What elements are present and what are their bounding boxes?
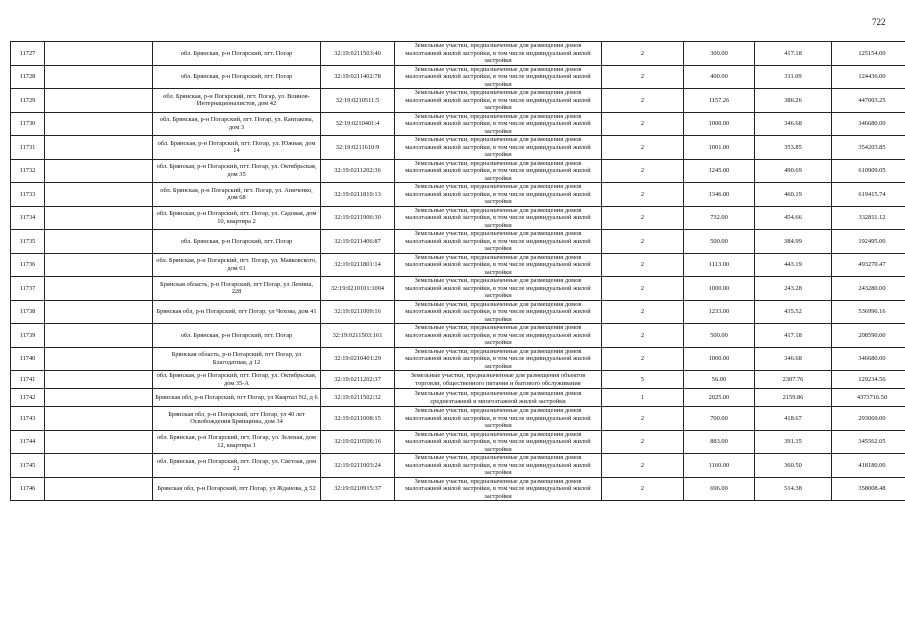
cadastral-value-cell: 610909.05 xyxy=(832,159,905,183)
cadastral-number-cell: 32:19:0211810:13 xyxy=(321,183,395,207)
cadastral-value-cell: 345562.05 xyxy=(832,430,905,454)
table-row xyxy=(11,454,905,478)
address-cell: Брянская обл, р-н Погарский, пгт Погар, ул Квартал N2, д 6 xyxy=(153,389,321,407)
specific-value-cell: 460.19 xyxy=(755,183,832,207)
row-number-cell: 11732 xyxy=(11,159,45,183)
area-cell: 1245.00 xyxy=(684,159,755,183)
empty-cell xyxy=(45,347,153,371)
specific-value-cell: 2307.76 xyxy=(755,371,832,389)
table-row xyxy=(11,300,905,324)
land-use-cell: Земельные участки, предназначенные для размещения домов малоэтажной жилой застройки, в том числе индивидуальной жилой застройки xyxy=(395,159,602,183)
cadastral-value-cell: 346680.00 xyxy=(832,347,905,371)
row-number-cell: 11741 xyxy=(11,371,45,389)
group-cell: 2 xyxy=(602,407,684,431)
row-number-cell: 11746 xyxy=(11,477,45,501)
cadastral-value-cell: 346680.00 xyxy=(832,112,905,136)
cadastral-number-cell: 32:19:0211003:24 xyxy=(321,454,395,478)
specific-value-cell: 443.19 xyxy=(755,253,832,277)
cadastral-value-cell: 4373716.50 xyxy=(832,389,905,407)
cadastral-number-cell: 32:19:0210101:1004 xyxy=(321,277,395,301)
area-cell: 1160.00 xyxy=(684,454,755,478)
empty-cell xyxy=(45,65,153,89)
table-row xyxy=(11,324,905,348)
land-use-cell: Земельные участки, предназначенные для размещения домов малоэтажной жилой застройки, в том числе индивидуальной жилой застройки xyxy=(395,65,602,89)
cadastral-value-cell: 447003.25 xyxy=(832,89,905,113)
table-row xyxy=(11,42,905,66)
address-cell: обл. Брянская, р-н Погарский, пгт. Погар, ул. Садовая, дом 10, квартира 2 xyxy=(153,206,321,230)
land-use-cell: Земельные участки, предназначенные для размещения домов малоэтажной жилой застройки, в том числе индивидуальной жилой застройки xyxy=(395,430,602,454)
area-cell: 1233.00 xyxy=(684,300,755,324)
address-cell: обл. Брянская, р-н Погарский, пгт. Погар, ул. Светлая, дом 21 xyxy=(153,454,321,478)
empty-cell xyxy=(45,206,153,230)
row-number-cell: 11737 xyxy=(11,277,45,301)
cadastral-value-table xyxy=(10,41,905,501)
table-row xyxy=(11,371,905,389)
land-use-cell: Земельные участки, предназначенные для размещения домов малоэтажной жилой застройки, в том числе индивидуальной жилой застройки xyxy=(395,454,602,478)
area-cell: 696.00 xyxy=(684,477,755,501)
row-number-cell: 11736 xyxy=(11,253,45,277)
page-number: 722 xyxy=(872,17,886,27)
empty-cell xyxy=(45,159,153,183)
cadastral-number-cell: 32:19:0210401:29 xyxy=(321,347,395,371)
cadastral-number-cell: 32:19:0211503:40 xyxy=(321,42,395,66)
table-row xyxy=(11,407,905,431)
specific-value-cell: 454.66 xyxy=(755,206,832,230)
area-cell: 1157.26 xyxy=(684,89,755,113)
area-cell: 300.00 xyxy=(684,42,755,66)
specific-value-cell: 391.35 xyxy=(755,430,832,454)
specific-value-cell: 2159.86 xyxy=(755,389,832,407)
cadastral-value-cell: 293069.00 xyxy=(832,407,905,431)
row-number-cell: 11728 xyxy=(11,65,45,89)
table-row xyxy=(11,65,905,89)
cadastral-number-cell: 32:19:0211406:87 xyxy=(321,230,395,254)
specific-value-cell: 360.50 xyxy=(755,454,832,478)
row-number-cell: 11745 xyxy=(11,454,45,478)
cadastral-number-cell: 32:19:0211202:36 xyxy=(321,159,395,183)
empty-cell xyxy=(45,89,153,113)
cadastral-value-cell: 208590.00 xyxy=(832,324,905,348)
group-cell: 2 xyxy=(602,42,684,66)
specific-value-cell: 243.28 xyxy=(755,277,832,301)
area-cell: 500.00 xyxy=(684,230,755,254)
address-cell: обл. Брянская, р-н Погарский, пгт. Погар, ул. Кантакова, дом 3 xyxy=(153,112,321,136)
address-cell: обл. Брянская, р-н Погарский, пгт. Погар xyxy=(153,230,321,254)
area-cell: 2025.00 xyxy=(684,389,755,407)
cadastral-value-cell: 358008.48 xyxy=(832,477,905,501)
cadastral-number-cell: 32:19:0211202:37 xyxy=(321,371,395,389)
group-cell: 2 xyxy=(602,253,684,277)
table-row xyxy=(11,277,905,301)
row-number-cell: 11730 xyxy=(11,112,45,136)
land-use-cell: Земельные участки, предназначенные для размещения домов малоэтажной жилой застройки, в том числе индивидуальной жилой застройки xyxy=(395,277,602,301)
cadastral-number-cell: 32:19:0211502:32 xyxy=(321,389,395,407)
empty-cell xyxy=(45,454,153,478)
cadastral-value-cell: 125154.00 xyxy=(832,42,905,66)
empty-cell xyxy=(45,253,153,277)
specific-value-cell: 417.18 xyxy=(755,42,832,66)
cadastral-value-cell: 243280.00 xyxy=(832,277,905,301)
area-cell: 500.00 xyxy=(684,324,755,348)
row-number-cell: 11734 xyxy=(11,206,45,230)
specific-value-cell: 346.68 xyxy=(755,112,832,136)
land-use-cell: Земельные участки, предназначенные для размещения объектов торговли, общественного питания и бытового обслуживания xyxy=(395,371,602,389)
cadastral-value-cell: 354203.85 xyxy=(832,136,905,160)
address-cell: обл. Брянская, р-н Погарский, пгт. Погар, ул. Зеленая, дом 12, квартира 1 xyxy=(153,430,321,454)
group-cell: 2 xyxy=(602,230,684,254)
specific-value-cell: 490.69 xyxy=(755,159,832,183)
row-number-cell: 11727 xyxy=(11,42,45,66)
cadastral-value-cell: 124436.00 xyxy=(832,65,905,89)
row-number-cell: 11729 xyxy=(11,89,45,113)
address-cell: обл. Брянская, р-н Погарский, пгт. Погар xyxy=(153,42,321,66)
empty-cell xyxy=(45,277,153,301)
group-cell: 2 xyxy=(602,183,684,207)
address-cell: обл. Брянская, р-н Погарский, пгт. Погар, ул. Воинов-Интернационалистов, дом 42 xyxy=(153,89,321,113)
group-cell: 2 xyxy=(602,112,684,136)
empty-cell xyxy=(45,112,153,136)
land-use-cell: Земельные участки, предназначенные для размещения домов малоэтажной жилой застройки, в том числе индивидуальной жилой застройки xyxy=(395,89,602,113)
group-cell: 2 xyxy=(602,65,684,89)
area-cell: 1000.00 xyxy=(684,347,755,371)
area-cell: 400.00 xyxy=(684,65,755,89)
table-row xyxy=(11,230,905,254)
cadastral-number-cell: 32:19:0211009:16 xyxy=(321,300,395,324)
address-cell: обл. Брянская, р-н Погарский, пгт. Погар, ул. Октябрьская, дом 35 xyxy=(153,159,321,183)
cadastral-number-cell: 32:19:0211610:9 xyxy=(321,136,395,160)
specific-value-cell: 386.26 xyxy=(755,89,832,113)
cadastral-number-cell: 32:19:0211402:78 xyxy=(321,65,395,89)
area-cell: 1113.00 xyxy=(684,253,755,277)
table-row xyxy=(11,347,905,371)
specific-value-cell: 514.38 xyxy=(755,477,832,501)
address-cell: Брянская область, р-н Погарский, пгт Погар, ул Благодатная, д 12 xyxy=(153,347,321,371)
empty-cell xyxy=(45,183,153,207)
specific-value-cell: 311.09 xyxy=(755,65,832,89)
address-cell: обл. Брянская, р-н Погарский, пгт. Погар xyxy=(153,65,321,89)
area-cell: 1000.00 xyxy=(684,112,755,136)
empty-cell xyxy=(45,300,153,324)
row-number-cell: 11742 xyxy=(11,389,45,407)
land-use-cell: Земельные участки, предназначенные для размещения домов малоэтажной жилой застройки, в том числе индивидуальной жилой застройки xyxy=(395,300,602,324)
specific-value-cell: 435.52 xyxy=(755,300,832,324)
cadastral-number-cell: 32:19:0211008:15 xyxy=(321,407,395,431)
group-cell: 2 xyxy=(602,324,684,348)
empty-cell xyxy=(45,371,153,389)
empty-cell xyxy=(45,324,153,348)
cadastral-value-cell: 536996.16 xyxy=(832,300,905,324)
empty-cell xyxy=(45,389,153,407)
cadastral-number-cell: 32:19:0210401:4 xyxy=(321,112,395,136)
land-use-cell: Земельные участки, предназначенные для размещения домов малоэтажной жилой застройки, в том числе индивидуальной жилой застройки xyxy=(395,477,602,501)
table-row xyxy=(11,430,905,454)
table-row xyxy=(11,112,905,136)
cadastral-value-cell: 192495.00 xyxy=(832,230,905,254)
cadastral-value-cell: 418180.00 xyxy=(832,454,905,478)
cadastral-number-cell: 32:19:0210506:16 xyxy=(321,430,395,454)
address-cell: Брянская область, р-н Погарский, пгт Погар, ул Ленина, 228 xyxy=(153,277,321,301)
group-cell: 2 xyxy=(602,206,684,230)
cadastral-value-cell: 619415.74 xyxy=(832,183,905,207)
address-cell: обл. Брянская, р-н Погарский, пгт. Погар, ул. Аниченко, дом 68 xyxy=(153,183,321,207)
area-cell: 1000.00 xyxy=(684,277,755,301)
group-cell: 5 xyxy=(602,371,684,389)
table-row xyxy=(11,477,905,501)
empty-cell xyxy=(45,230,153,254)
group-cell: 2 xyxy=(602,277,684,301)
land-use-cell: Земельные участки, предназначенные для размещения домов малоэтажной жилой застройки, в том числе индивидуальной жилой застройки xyxy=(395,206,602,230)
group-cell: 2 xyxy=(602,430,684,454)
cadastral-number-cell: 32:19:0211503:161 xyxy=(321,324,395,348)
row-number-cell: 11733 xyxy=(11,183,45,207)
row-number-cell: 11735 xyxy=(11,230,45,254)
empty-cell xyxy=(45,430,153,454)
land-use-cell: Земельные участки, предназначенные для размещения домов малоэтажной жилой застройки, в том числе индивидуальной жилой застройки xyxy=(395,347,602,371)
table-row xyxy=(11,159,905,183)
table-row xyxy=(11,253,905,277)
address-cell: Брянская обл, р-н Погарский, пгт Погар, ул Чехова, дом 41 xyxy=(153,300,321,324)
empty-cell xyxy=(45,477,153,501)
specific-value-cell: 346.68 xyxy=(755,347,832,371)
address-cell: Брянская обл, р-н Погарский, пгт Погар, ул Жданова, д 52 xyxy=(153,477,321,501)
group-cell: 2 xyxy=(602,89,684,113)
land-use-cell: Земельные участки, предназначенные для размещения домов малоэтажной жилой застройки, в том числе индивидуальной жилой застройки xyxy=(395,183,602,207)
cadastral-number-cell: 32:19:0211801:14 xyxy=(321,253,395,277)
address-cell: Брянская обл, р-н Погарский, пгт Погар, ул 40 лет Освобождения Брянщины, дом 34 xyxy=(153,407,321,431)
table-row xyxy=(11,183,905,207)
row-number-cell: 11740 xyxy=(11,347,45,371)
specific-value-cell: 417.18 xyxy=(755,324,832,348)
address-cell: обл. Брянская, р-н Погарский, пгт. Погар, ул. Южная, дом 14 xyxy=(153,136,321,160)
row-number-cell: 11739 xyxy=(11,324,45,348)
table-row xyxy=(11,136,905,160)
cadastral-number-cell: 32:19:0210915:37 xyxy=(321,477,395,501)
address-cell: обл. Брянская, р-н Погарский, пгт. Погар, ул. Октябрьская, дом 35-А xyxy=(153,371,321,389)
cadastral-number-cell: 32:19:0211906:30 xyxy=(321,206,395,230)
row-number-cell: 11731 xyxy=(11,136,45,160)
area-cell: 732.00 xyxy=(684,206,755,230)
row-number-cell: 11738 xyxy=(11,300,45,324)
specific-value-cell: 384.99 xyxy=(755,230,832,254)
area-cell: 700.00 xyxy=(684,407,755,431)
table-row xyxy=(11,89,905,113)
area-cell: 56.00 xyxy=(684,371,755,389)
land-use-cell: Земельные участки, предназначенные для размещения домов малоэтажной жилой застройки, в том числе индивидуальной жилой застройки xyxy=(395,324,602,348)
cadastral-value-cell: 332811.12 xyxy=(832,206,905,230)
group-cell: 1 xyxy=(602,389,684,407)
area-cell: 1346.00 xyxy=(684,183,755,207)
specific-value-cell: 418.67 xyxy=(755,407,832,431)
group-cell: 2 xyxy=(602,347,684,371)
cadastral-value-cell: 493270.47 xyxy=(832,253,905,277)
row-number-cell: 11744 xyxy=(11,430,45,454)
land-use-cell: Земельные участки, предназначенные для размещения домов малоэтажной жилой застройки, в том числе индивидуальной жилой застройки xyxy=(395,136,602,160)
table-body xyxy=(11,42,905,501)
land-use-cell: Земельные участки, предназначенные для размещения домов малоэтажной жилой застройки, в том числе индивидуальной жилой застройки xyxy=(395,253,602,277)
address-cell: обл. Брянская, р-н Погарский, пгт. Погар, ул. Маяковского, дом 61 xyxy=(153,253,321,277)
table-row xyxy=(11,389,905,407)
group-cell: 2 xyxy=(602,454,684,478)
cadastral-number-cell: 32:19:0210511:5 xyxy=(321,89,395,113)
address-cell: обл. Брянская, р-н Погарский, пгт. Погар xyxy=(153,324,321,348)
land-use-cell: Земельные участки, предназначенные для размещения домов среднеэтажной и многоэтажной жилой застройки xyxy=(395,389,602,407)
area-cell: 1001.00 xyxy=(684,136,755,160)
specific-value-cell: 353.85 xyxy=(755,136,832,160)
empty-cell xyxy=(45,136,153,160)
land-use-cell: Земельные участки, предназначенные для размещения домов малоэтажной жилой застройки, в том числе индивидуальной жилой застройки xyxy=(395,407,602,431)
empty-cell xyxy=(45,42,153,66)
row-number-cell: 11743 xyxy=(11,407,45,431)
land-use-cell: Земельные участки, предназначенные для размещения домов малоэтажной жилой застройки, в том числе индивидуальной жилой застройки xyxy=(395,42,602,66)
area-cell: 883.00 xyxy=(684,430,755,454)
group-cell: 2 xyxy=(602,300,684,324)
group-cell: 2 xyxy=(602,136,684,160)
empty-cell xyxy=(45,407,153,431)
land-use-cell: Земельные участки, предназначенные для размещения домов малоэтажной жилой застройки, в том числе индивидуальной жилой застройки xyxy=(395,230,602,254)
group-cell: 2 xyxy=(602,477,684,501)
cadastral-value-cell: 129234.56 xyxy=(832,371,905,389)
table-row xyxy=(11,206,905,230)
land-use-cell: Земельные участки, предназначенные для размещения домов малоэтажной жилой застройки, в том числе индивидуальной жилой застройки xyxy=(395,112,602,136)
group-cell: 2 xyxy=(602,159,684,183)
